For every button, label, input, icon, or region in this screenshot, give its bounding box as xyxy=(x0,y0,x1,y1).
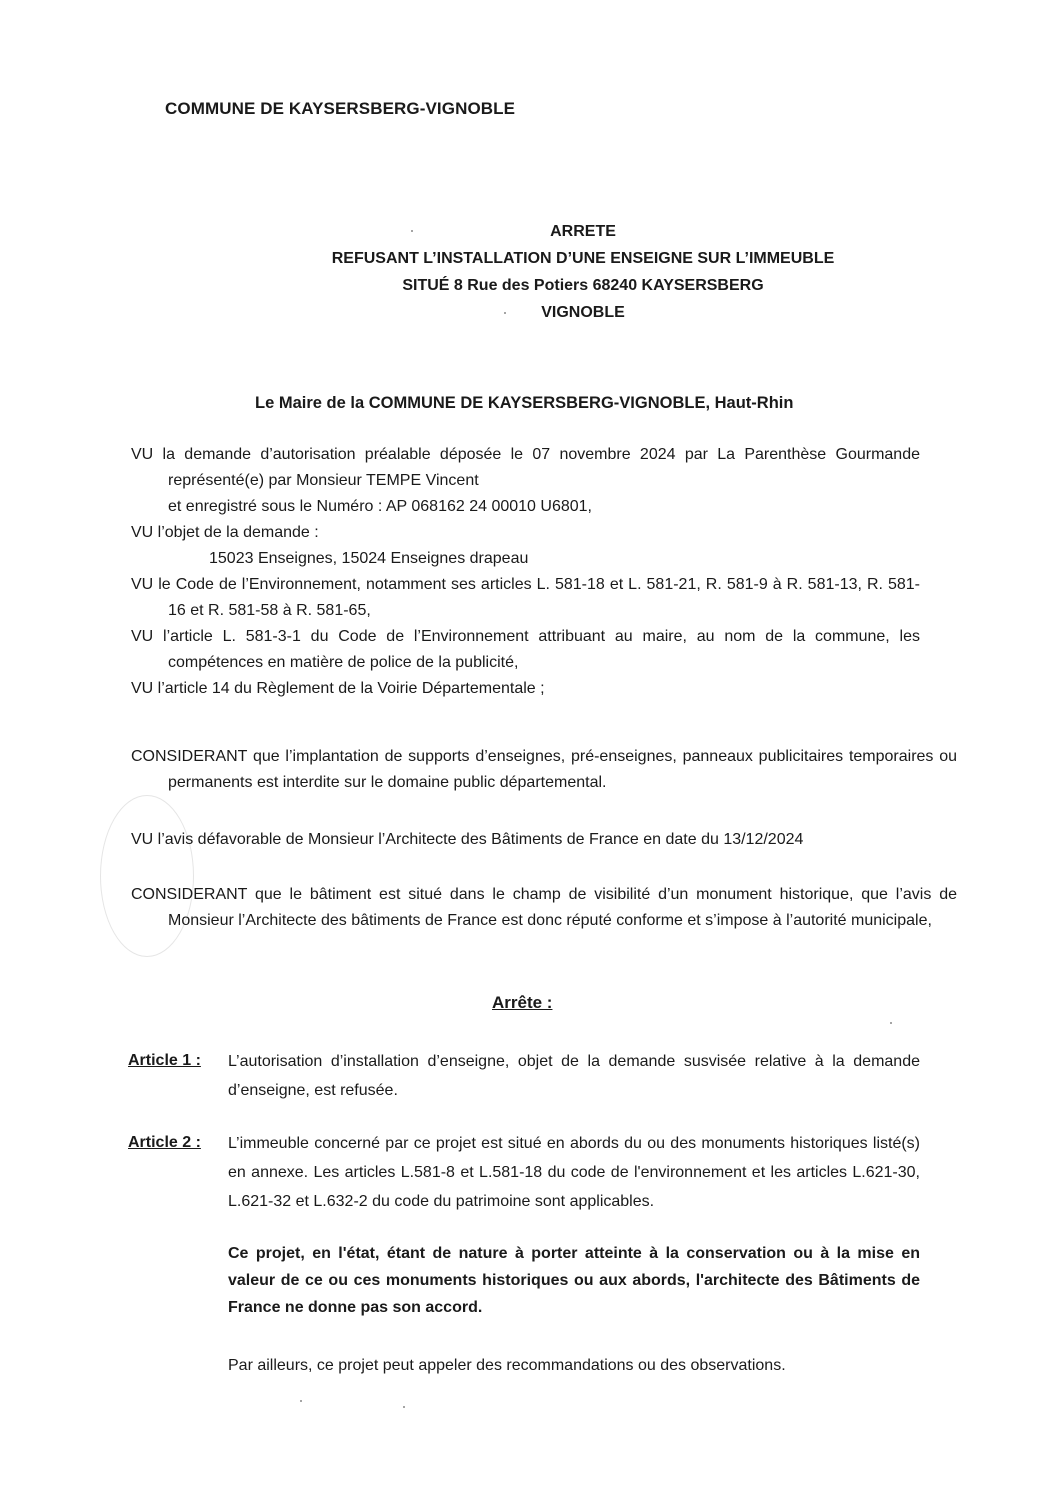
visa-demande-numero: et enregistré sous le Numéro : AP 068162 24 00010 U6801, xyxy=(168,498,592,515)
considerant-1: CONSIDERANT que l’implantation de supports d’enseignes, pré-enseignes, panneaux publicitaires temporaires ou permanents est interdite sur le domaine public départemental. xyxy=(131,748,957,791)
title-line-3: SITUÉ 8 Rue des Potiers 68240 KAYSERSBERG xyxy=(402,277,764,294)
visa-demande: VU la demande d’autorisation préalable déposée le 07 novembre 2024 par La Parenthèse Gourmande représenté(e) par Monsieur TEMPE Vincent xyxy=(131,446,920,489)
article-2-note: Par ailleurs, ce projet peut appeler des recommandations ou des observations. xyxy=(228,1357,786,1374)
scan-speck xyxy=(300,1400,302,1402)
maire-heading: Le Maire de la COMMUNE DE KAYSERSBERG-VIGNOBLE, Haut-Rhin xyxy=(255,394,794,412)
visa-article-14: VU l’article 14 du Règlement de la Voirie Départementale ; xyxy=(131,680,545,697)
article-1-label: Article 1 : xyxy=(128,1052,201,1069)
commune-header: COMMUNE DE KAYSERSBERG-VIGNOBLE xyxy=(165,99,516,118)
scan-speck xyxy=(403,1406,405,1408)
scan-speck xyxy=(411,230,413,232)
scan-speck xyxy=(890,1022,892,1024)
visas-block xyxy=(131,442,920,702)
article-2-text: L’immeuble concerné par ce projet est situé en abords du ou des monuments historiques listé(s) en annexe. Les articles L.581-8 et L.581-18 du code de l'environnement et les articles L.621-30, L.621-32 et L.632-2 du code du patrimoine sont applicables. xyxy=(228,1135,920,1210)
visa-article-l581: VU l’article L. 581-3-1 du Code de l’Environnement attribuant au maire, au nom de la commune, les compétences en matière de police de la publicité, xyxy=(131,628,920,671)
considerant-2: CONSIDERANT que le bâtiment est situé dans le champ de visibilité d’un monument historique, que l’avis de Monsieur l’Architecte des bâtiments de France est donc réputé conforme et s’impose à l’autorité municipale, xyxy=(131,886,957,929)
article-2-label: Article 2 : xyxy=(128,1134,201,1151)
visa-objet-detail: 15023 Enseignes, 15024 Enseignes drapeau xyxy=(209,550,529,567)
visa-avis-abf: VU l’avis défavorable de Monsieur l’Architecte des Bâtiments de France en date du 13/12/2024 xyxy=(131,831,804,848)
document-title xyxy=(0,218,1058,326)
visa-code-environnement: VU le Code de l’Environnement, notamment ses articles L. 581-18 et L. 581-21, R. 581-9 à R. 581-13, R. 581-16 et R. 581-58 à R. 581-65, xyxy=(131,576,920,619)
title-line-4: VIGNOBLE xyxy=(541,304,625,321)
title-line-2: REFUSANT L’INSTALLATION D’UNE ENSEIGNE SUR L’IMMEUBLE xyxy=(331,250,835,267)
article-2-bold-text: Ce projet, en l'état, étant de nature à porter atteinte à la conservation ou à la mise en valeur de ce ou ces monuments historiques ou aux abords, l'architecte des Bâtiments de France ne donne pas son accord. xyxy=(228,1245,920,1316)
title-line-1: ARRETE xyxy=(550,223,616,240)
article-1-text: L’autorisation d’installation d’enseigne, objet de la demande susvisée relative à la demande d’enseigne, est refusée. xyxy=(228,1053,920,1099)
arrete-heading: Arrête : xyxy=(492,993,553,1012)
visa-objet: VU l’objet de la demande : xyxy=(131,524,319,541)
scan-speck xyxy=(504,312,506,314)
